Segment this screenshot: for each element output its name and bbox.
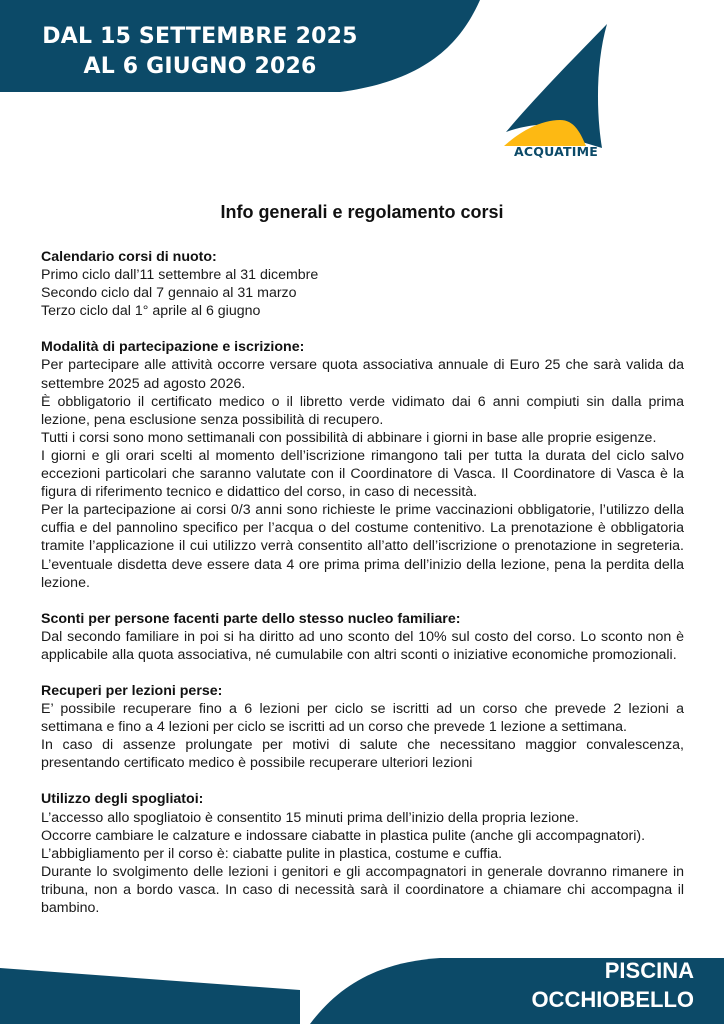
document-title: Info generali e regolamento corsi (220, 202, 504, 222)
paragraph: Per la partecipazione ai corsi 0/3 anni sono richieste le prime vaccinazioni obbligatorie, l’utilizzo della cuffia e del pannolino specifico per l’acqua o del costume contenitivo. La prenotazione è obbligatoria tramite l’applicazione il cui utilizzo verrà consentito all’atto dell’iscrizione o prenotazione in segreteria. L’eventuale disdetta deve essere data 4 ore prima prima dell’inizio della lezione, pena la perdita della lezione. (41, 502, 684, 591)
venue-line-1: PISCINA (604, 958, 694, 983)
paragraph: Per partecipare alle attività occorre versare quota associativa annuale di Euro 25 che sarà valida da settembre 2025 ad agosto 2026. (41, 357, 684, 392)
section-spogliatoi (41, 790, 684, 917)
section-heading: Calendario corsi di nuoto: (41, 249, 217, 265)
paragraph: Tutti i corsi sono mono settimanali con possibilità di abbinare i giorni in base alle proprie esigenze. (41, 429, 657, 446)
logo-wordmark: ACQUATIME (514, 144, 598, 159)
date-range-line-1: DAL 15 SETTEMBRE 2025 (42, 24, 358, 49)
paragraph: Dal secondo familiare in poi si ha diritto ad uno sconto del 10% sul costo del corso. Lo sconto non è applicabile alla quota associativa, né cumulabile con altri sconti o iniziative economiche promozionali. (41, 628, 684, 663)
paragraph: Secondo ciclo dal 7 gennaio al 31 marzo (41, 285, 297, 302)
paragraph: E’ possibile recuperare fino a 6 lezioni per ciclo se iscritti ad un corso che prevede 2 lezioni a settimana e fino a 4 lezioni per ciclo se iscritti ad un corso che prevede 1 lezione a settimana. (41, 701, 684, 736)
paragraph: Durante lo svolgimento delle lezioni i genitori e gli accompagnatori in generale dovranno rimanere in tribuna, non a bordo vasca. In caso di necessità sarà il coordinatore a chiamare chi accompagna il bambino. (41, 863, 684, 916)
section-heading: Utilizzo degli spogliatoi: (41, 791, 204, 808)
section-recuperi (41, 682, 684, 772)
document-body (41, 248, 684, 935)
paragraph: I giorni e gli orari scelti al momento dell’iscrizione rimangono tali per tutta la durata del ciclo salvo eccezioni particolari che saranno valutate con il Coordinatore di Vasca. Il Coordinatore di Vasca è la figura di riferimento tecnico e didattico del corso, in caso di necessità. (41, 447, 684, 501)
venue-line-2: OCCHIOBELLO (531, 987, 694, 1012)
section-sconti (41, 610, 684, 664)
date-range-line-2: AL 6 GIUGNO 2026 (83, 54, 317, 79)
paragraph: Terzo ciclo dal 1° aprile al 6 giugno (41, 303, 261, 320)
section-modalita (41, 338, 684, 591)
venue-name (531, 956, 694, 1014)
paragraph: L’abbigliamento per il corso è: ciabatte pulite in plastica, costume e cuffia. (41, 845, 503, 862)
section-heading: Sconti per persone facenti parte dello stesso nucleo familiare: (41, 610, 461, 627)
section-heading: Modalità di partecipazione e iscrizione: (41, 339, 305, 356)
paragraph: L’accesso allo spogliatoio è consentito 15 minuti prima dell’inizio della propria lezione. (41, 809, 579, 826)
paragraph: Primo ciclo dall’11 settembre al 31 dicembre (41, 267, 319, 284)
paragraph: È obbligatorio il certificato medico o il libretto verde vidimato dai 6 anni compiuti sin dalla prima lezione, pena esclusione senza possibilità di recupero. (41, 393, 684, 428)
acquatime-logo-icon (500, 22, 615, 162)
date-range-heading (0, 22, 400, 82)
paragraph: Occorre cambiare le calzature e indossare ciabatte in plastica pulite (anche gli accompagnatori). (41, 827, 646, 844)
paragraph: In caso di assenze prolungate per motivi di salute che necessitano maggior convalescenza, presentando certificato medico è possibile recuperare ulteriori lezioni (41, 737, 684, 772)
section-heading: Recuperi per lezioni perse: (41, 682, 223, 699)
section-calendario (41, 248, 684, 320)
